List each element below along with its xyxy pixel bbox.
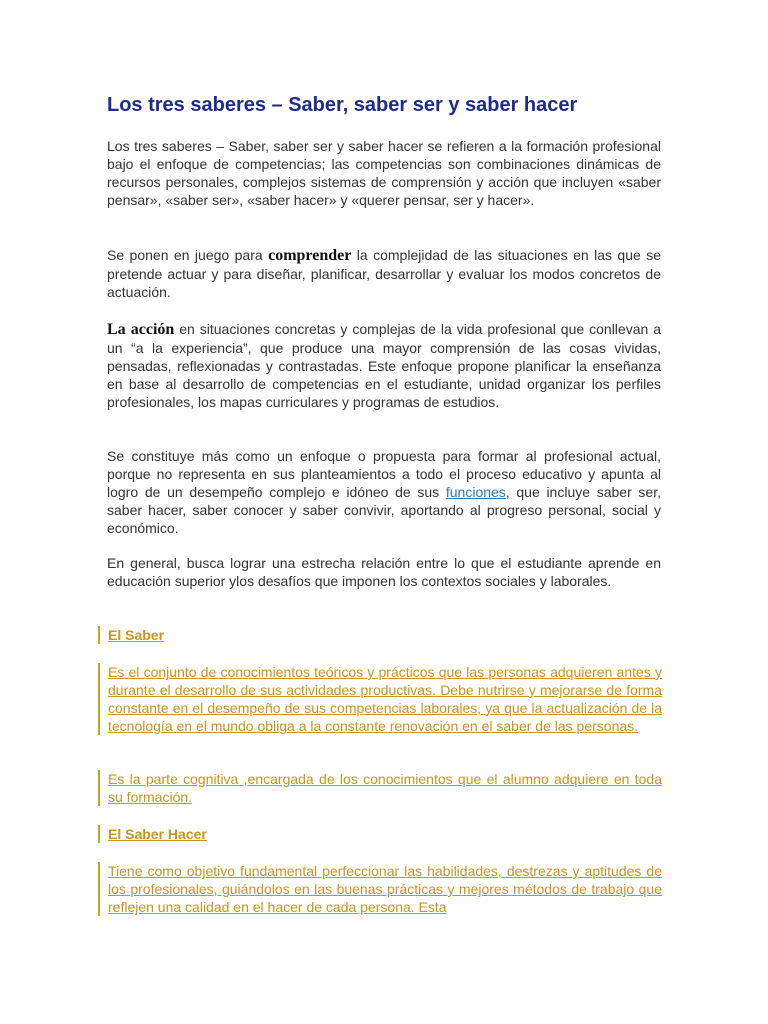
paragraph-text: en situaciones concretas y complejas de la vida profesional que conllevan a un “a la experiencia”, que produce una mayor comprensión de las cosas vividas, pensadas, reflexionadas y contrastadas. Este enfoque propone planificar la enseñanza en base al desarrollo de competencias en el estudiante, unidad organizar los perfiles profesionales, los mapas curriculares y programas de estudios. (107, 321, 662, 410)
paragraph-text: Se constituye más como un enfoque o propuesta para formar al profesional actual, porque no representa en sus planteamientos a todo el proceso educativo y apunta al logro de un desempeño complejo e idóneo de sus (107, 448, 661, 500)
quote-el-saber-cognitiva[interactable]: Es la parte cognitiva ,encargada de los conocimientos que el alumno adquiere en toda su formación. (98, 770, 662, 806)
section-heading-el-saber-hacer[interactable]: El Saber Hacer (98, 825, 671, 843)
paragraph-accion (107, 320, 661, 411)
paragraph-text: la complejidad de las situaciones en las que se pretende actuar y para diseñar, planificar, desarrollar y evaluar los modos concretos de actuación. (107, 247, 661, 300)
quote-el-saber-hacer-definition[interactable]: Tiene como objetivo fundamental perfeccionar las habilidades, destrezas y aptitudes de los profesionales, guiándolos en las buenas prácticas y mejores métodos de trabajo que reflejen una calidad en el hacer de cada persona. Esta (98, 862, 662, 916)
section-heading-el-saber[interactable]: El Saber (98, 626, 671, 644)
paragraph-comprender (107, 246, 661, 301)
paragraph-enfoque (107, 447, 661, 537)
paragraph-text: , que incluye saber ser, saber hacer, saber conocer y saber convivir, aportando al progreso personal, social y económico. (107, 484, 661, 536)
quote-el-saber-definition[interactable]: Es el conjunto de conocimientos teóricos y prácticos que las personas adquieren antes y durante el desarrollo de sus actividades productivas. Debe nutrirse y mejorarse de forma constante en el desempeño de sus competencias laborales, ya que la actualización de la tecnología en el mundo obliga a la constante renovación en el saber de las personas. (98, 663, 662, 735)
paragraph-intro: Los tres saberes – Saber, saber ser y saber hacer se refieren a la formación profesional bajo el enfoque de competencias; las competencias son combinaciones dinámicas de recursos personales, complejos sistemas de comprensión y acción que incluyen «saber pensar», «saber ser», «saber hacer» y «querer pensar, ser y hacer». (107, 138, 661, 208)
bold-term-la-accion: La acción (107, 321, 175, 338)
page-title: Los tres saberes – Saber, saber ser y saber hacer (107, 94, 578, 116)
paragraph-text: Se ponen en juego para (107, 247, 269, 263)
bold-term-comprender: comprender (268, 247, 352, 264)
funciones-link[interactable]: funciones (445, 484, 506, 500)
paragraph-general: En general, busca lograr una estrecha relación entre lo que el estudiante aprende en educación superior ylos desafíos que imponen los contextos sociales y laborales. (107, 555, 661, 589)
